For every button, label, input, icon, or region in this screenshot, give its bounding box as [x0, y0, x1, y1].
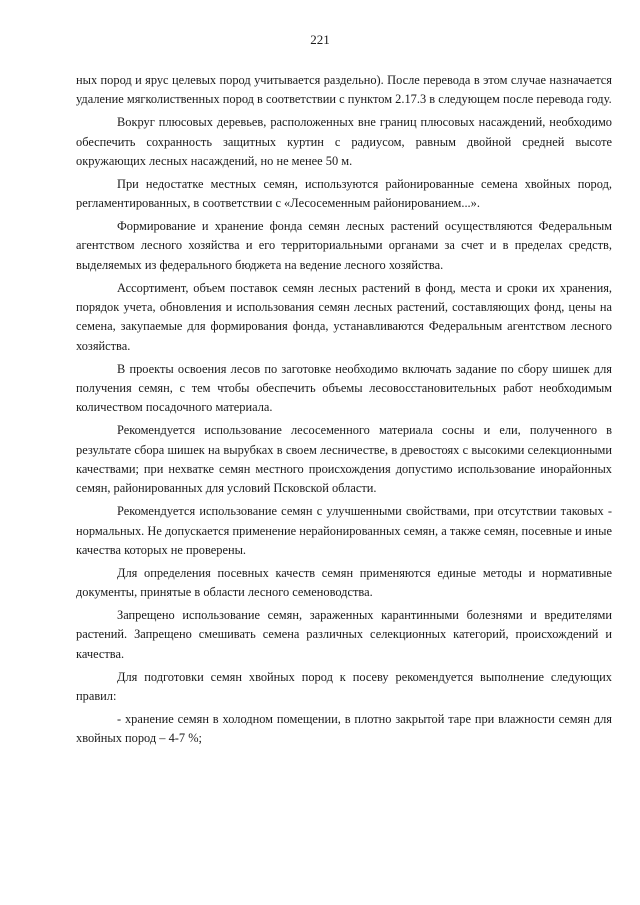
- paragraph: Для подготовки семян хвойных пород к посеву рекомендуется выполнение следующих правил:: [76, 669, 612, 704]
- paragraph: Формирование и хранение фонда семян лесных растений осуществляются Федеральным агентством лесного хозяйства и его территориальными органами за счет и в пределах средств, выделяемых из федерального бюджета на ведение лесного хозяйства.: [76, 219, 612, 272]
- paragraph: ных пород и ярус целевых пород учитывается раздельно). После перевода в этом случае назначается удаление мягколиственных пород в соответствии с пунктом 2.17.3 в следующем после перевода году.: [76, 73, 612, 107]
- paragraph: При недостатке местных семян, используются районированные семена хвойных пород, регламентированных, в соответствии с «Лесосеменным районированием...».: [76, 176, 612, 211]
- paragraph: Вокруг плюсовых деревьев, расположенных вне границ плюсовых насаждений, необходимо обеспечить сохранность защитных куртин с радиусом, равным двойной средней высоте окружающих лесных насаждений, но не менее 50 м.: [76, 115, 612, 169]
- page-body: [76, 71, 612, 752]
- paragraph: Рекомендуется использование лесосеменного материала сосны и ели, полученного в результате сбора шишек на вырубках в своем лесничестве, в древостоях с высокими селекционными качествами; при нехватке семян местного происхождения допустимо использование инорайонных семян, районированных для условий Псковской области.: [76, 423, 612, 496]
- paragraph: - хранение семян в холодном помещении, в плотно закрытой таре при влажности семян для хвойных пород – 4-7 %;: [76, 711, 612, 746]
- paragraph: Для определения посевных качеств семян применяются единые методы и нормативные документы, принятые в области лесного семеноводства.: [76, 565, 612, 600]
- paragraph: В проекты освоения лесов по заготовке необходимо включать задание по сбору шишек для получения семян, с тем чтобы обеспечить объемы лесовосстановительных работ необходимым количеством посадочного материала.: [76, 361, 612, 415]
- paragraph: Запрещено использование семян, зараженных карантинными болезнями и вредителями растений. Запрещено смешивать семена различных селекционных категорий, происхождений и качества.: [76, 608, 612, 661]
- paragraph: Ассортимент, объем поставок семян лесных растений в фонд, места и сроки их хранения, порядок учета, обновления и использования семян лесных растений, составляющих фонд, цены на семена, закупаемые для формирования фонда, устанавливаются Федеральным агентством лесного хозяйства.: [76, 280, 612, 353]
- paragraph: Рекомендуется использование семян с улучшенными свойствами, при отсутствии таковых - нормальных. Не допускается применение нерайонированных семян, а также семян, посевные и иные качества которых не проверены.: [76, 504, 612, 558]
- page-number: 221: [310, 32, 330, 47]
